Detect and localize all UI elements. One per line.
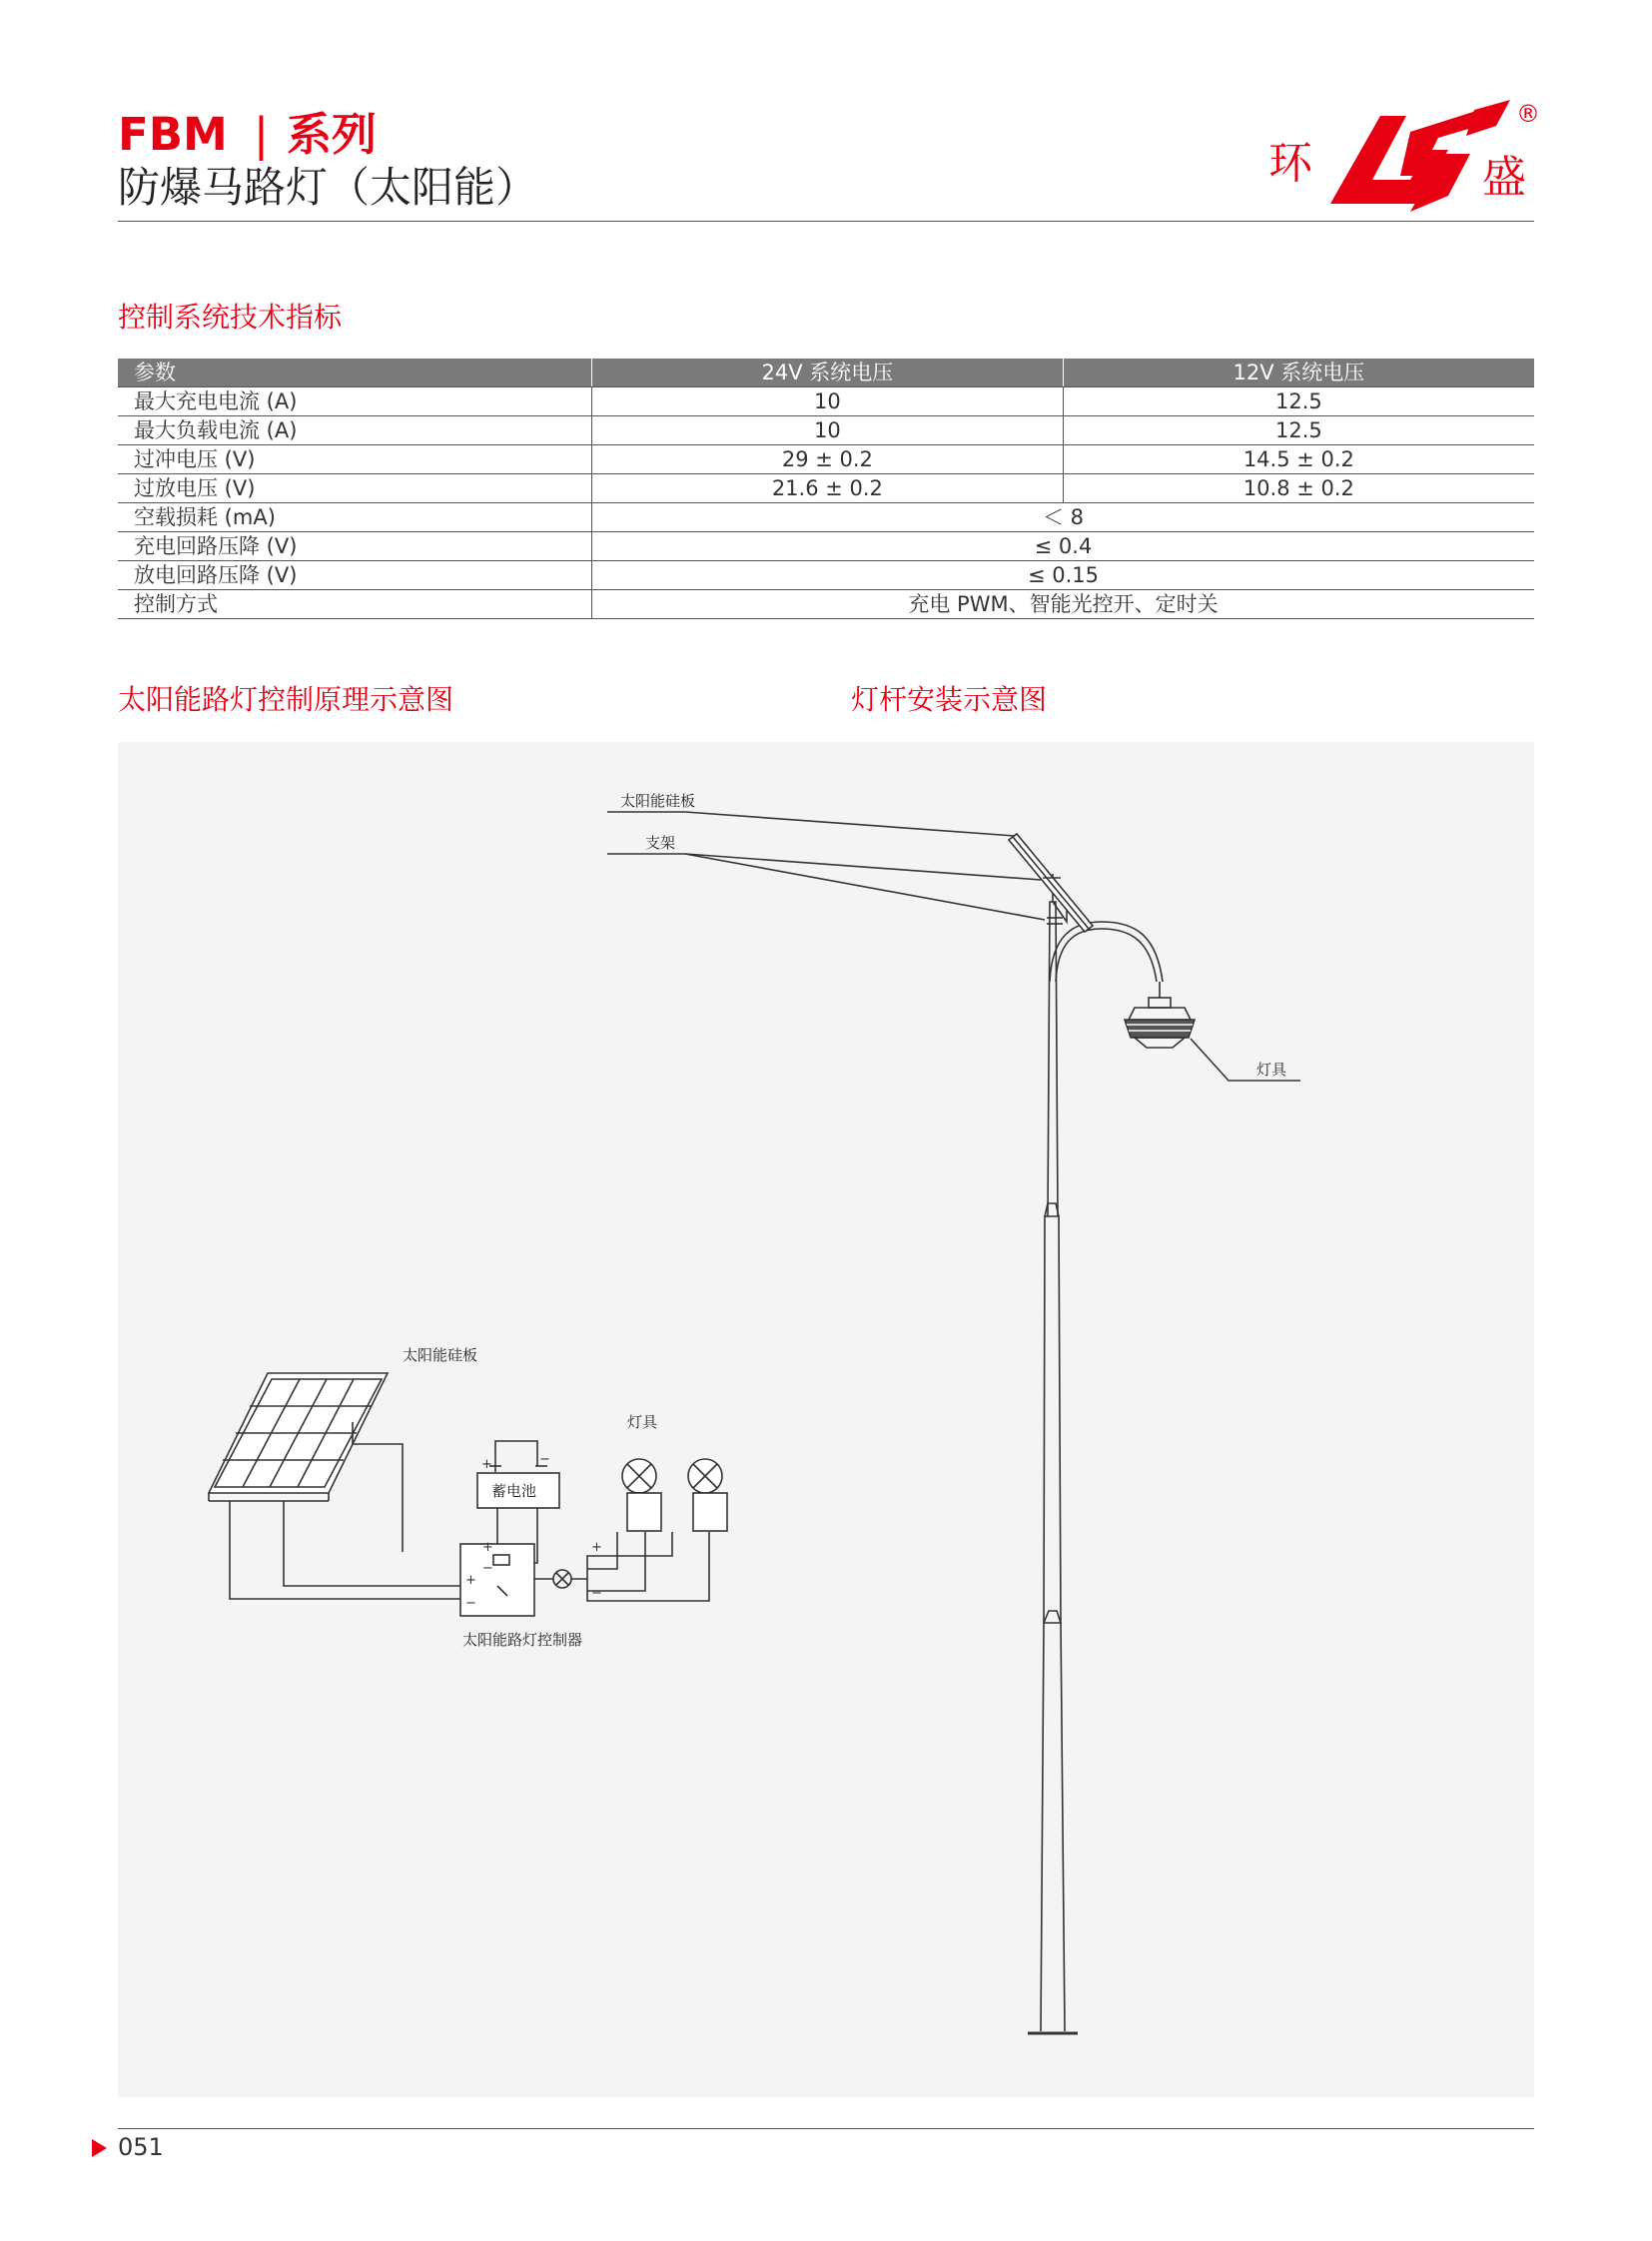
series-suffix: 系列 — [287, 108, 378, 161]
table-row — [118, 561, 1534, 590]
brand-logo — [1260, 92, 1540, 216]
callout-line — [685, 854, 1045, 920]
registered-mark: ® — [1516, 100, 1540, 128]
param-cell: 充电回路压降 (V) — [118, 532, 592, 561]
page-number: 051 — [118, 2133, 164, 2161]
table-row — [118, 445, 1534, 474]
header-12v: 12V 系统电压 — [1063, 359, 1534, 387]
pole-lamp-label: 灯具 — [1256, 1061, 1287, 1079]
merged-value-cell: ≤ 0.4 — [592, 532, 1535, 561]
bracket-label: 支架 — [645, 834, 676, 852]
battery-label: 蓄电池 — [491, 1482, 537, 1500]
lamp-ballast-icon — [693, 1493, 727, 1531]
table-row — [118, 590, 1534, 619]
circuit-section-title: 太阳能路灯控制原理示意图 — [118, 683, 454, 716]
merged-value-cell: ≤ 0.15 — [592, 561, 1535, 590]
spec-section-title: 控制系统技术指标 — [118, 301, 343, 334]
page-arrow-icon — [92, 2139, 107, 2157]
param-cell: 最大充电电流 (A) — [118, 387, 592, 416]
minus-sign: − — [465, 1596, 476, 1611]
value-12v-cell: 12.5 — [1063, 387, 1534, 416]
controller-label: 太阳能路灯控制器 — [462, 1631, 583, 1649]
minus-sign: − — [591, 1586, 602, 1601]
header-divider — [118, 221, 1534, 222]
merged-value-cell: ＜ 8 — [592, 503, 1535, 532]
pole-middle — [1044, 1216, 1061, 1623]
value-12v-cell: 12.5 — [1063, 416, 1534, 445]
value-24v-cell: 29 ± 0.2 — [592, 445, 1064, 474]
plus-sign: + — [482, 1540, 493, 1555]
param-cell: 放电回路压降 (V) — [118, 561, 592, 590]
callout-line — [607, 812, 1015, 836]
param-cell: 空载损耗 (mA) — [118, 503, 592, 532]
value-24v-cell: 10 — [592, 416, 1064, 445]
brand-left-char: 环 — [1268, 138, 1312, 189]
minus-sign: − — [539, 1452, 550, 1467]
param-cell: 最大负载电流 (A) — [118, 416, 592, 445]
value-24v-cell: 21.6 ± 0.2 — [592, 474, 1064, 503]
pole-diagram — [607, 812, 1300, 2033]
merged-value-cell: 充电 PWM、智能光控开、定时关 — [592, 590, 1535, 619]
value-24v-cell: 10 — [592, 387, 1064, 416]
table-row — [118, 532, 1534, 561]
plus-sign: + — [591, 1540, 602, 1555]
header-param: 参数 — [118, 359, 592, 387]
product-title: 防爆马路灯（太阳能） — [118, 163, 538, 212]
table-row — [118, 387, 1534, 416]
table-row — [118, 416, 1534, 445]
spec-table — [118, 359, 1534, 619]
param-cell: 过放电压 (V) — [118, 474, 592, 503]
plus-sign: + — [465, 1573, 476, 1588]
minus-sign: − — [482, 1561, 493, 1576]
series-separator: | — [253, 108, 269, 161]
table-header-row — [118, 359, 1534, 387]
table-row — [118, 474, 1534, 503]
circuit-lamps-label: 灯具 — [627, 1413, 658, 1431]
pole-section-title: 灯杆安装示意图 — [851, 683, 1048, 716]
plus-sign: + — [481, 1457, 492, 1472]
lamp-ballast-icon — [627, 1493, 661, 1531]
header-24v: 24V 系统电压 — [592, 359, 1064, 387]
value-12v-cell: 10.8 ± 0.2 — [1063, 474, 1534, 503]
table-row — [118, 503, 1534, 532]
value-12v-cell: 14.5 ± 0.2 — [1063, 445, 1534, 474]
callout-line — [607, 854, 1041, 880]
pole-lower — [1041, 1623, 1065, 2031]
series-title — [118, 98, 377, 163]
lamp-fixture-icon — [1125, 998, 1195, 1048]
pole-panel-label: 太阳能硅板 — [620, 792, 696, 810]
solar-panel-icon — [209, 1373, 388, 1501]
brand-right-char: 盛 — [1482, 152, 1526, 203]
diagram-svg — [118, 742, 1534, 2097]
circuit-panel-label: 太阳能硅板 — [403, 1346, 478, 1364]
param-cell: 控制方式 — [118, 590, 592, 619]
diagram-area — [118, 742, 1534, 2097]
param-cell: 过冲电压 (V) — [118, 445, 592, 474]
pole-arm — [1050, 922, 1163, 982]
series-code: FBM — [118, 108, 228, 161]
footer-divider — [118, 2128, 1534, 2129]
